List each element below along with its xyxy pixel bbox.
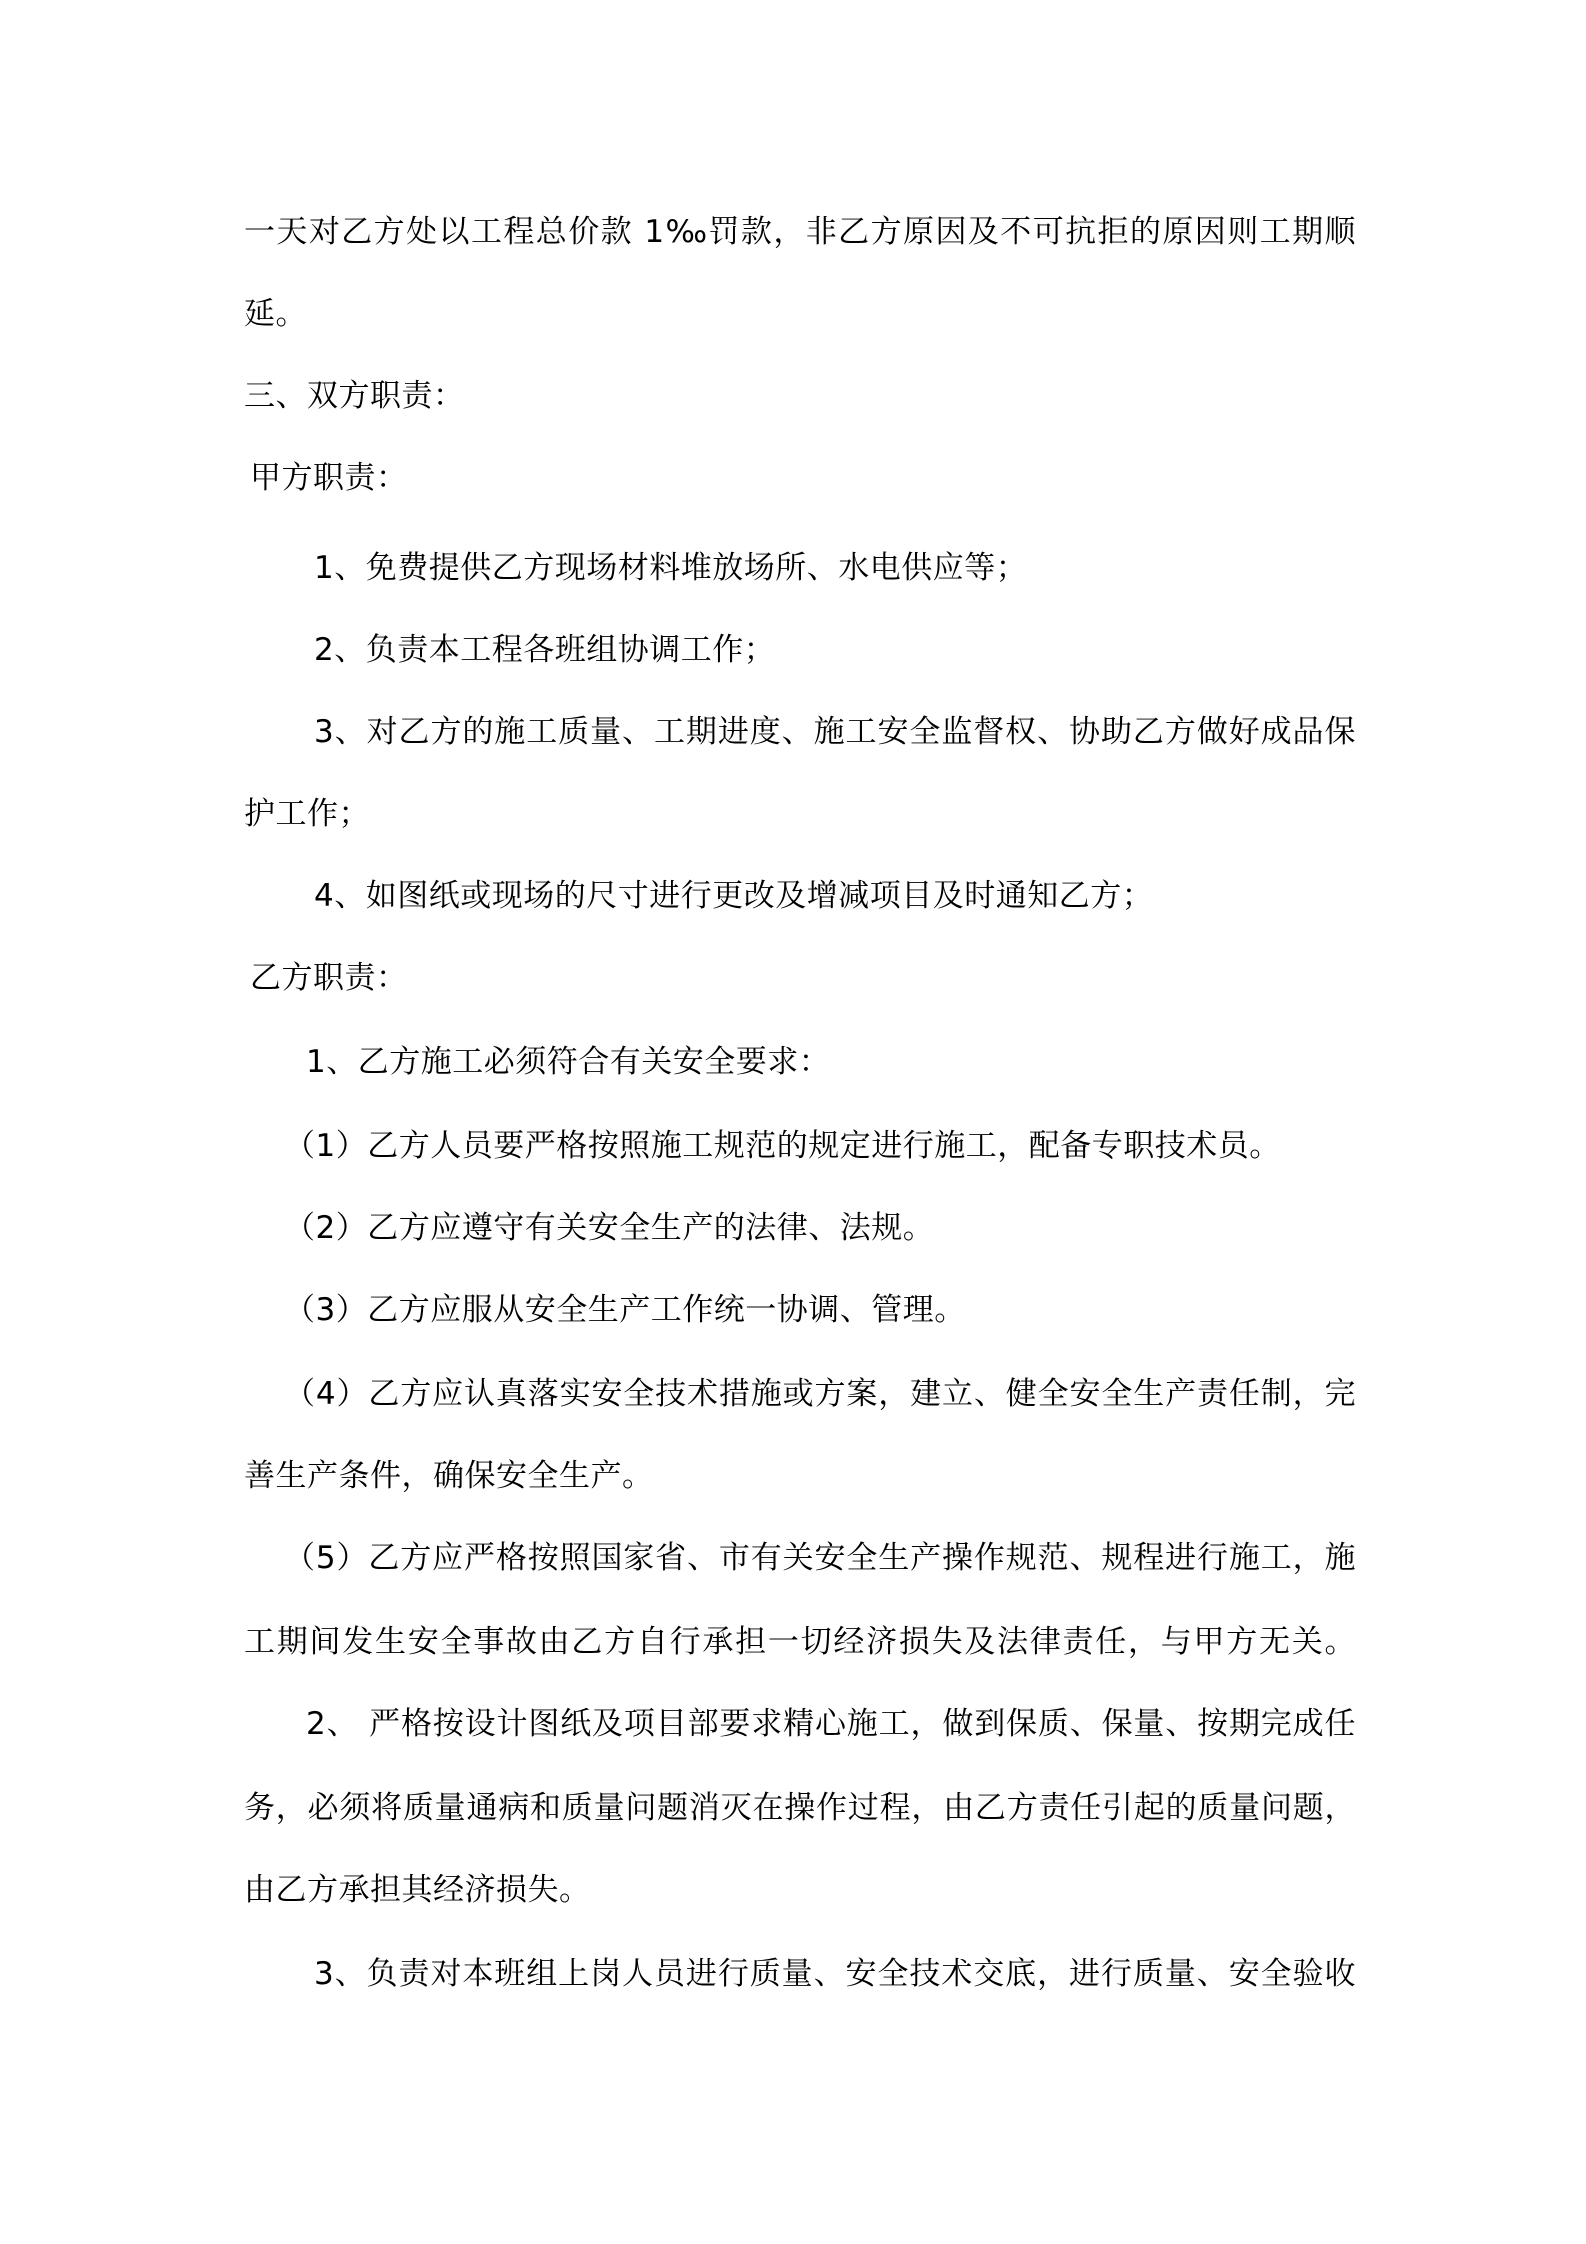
list-item: 2、 严格按设计图纸及项目部要求精心施工，做到保质、保量、按期完成任 [306, 1706, 1356, 1742]
list-item: （2）乙方应遵守有关安全生产的法律、法规。 [284, 1210, 935, 1246]
list-item: 1、乙方施工必须符合有关安全要求： [306, 1044, 831, 1080]
subsection-heading: 乙方职责： [250, 960, 408, 996]
section-heading: 三、双方职责： [244, 378, 465, 414]
text-line: 一天对乙方处以工程总价款 1‰罚款，非乙方原因及不可抗拒的原因则工期顺 [244, 214, 1356, 250]
list-item: 3、负责对本班组上岗人员进行质量、安全技术交底，进行质量、安全验收 [314, 1956, 1356, 1992]
text-line: 务，必须将质量通病和质量问题消灭在操作过程，由乙方责任引起的质量问题， [244, 1790, 1356, 1826]
list-item: 4、如图纸或现场的尺寸进行更改及增减项目及时通知乙方； [314, 878, 1154, 914]
text-line: 护工作； [244, 796, 370, 832]
text-line: 由乙方承担其经济损失。 [244, 1872, 591, 1908]
list-item: （4）乙方应认真落实安全技术措施或方案，建立、健全安全生产责任制，完 [284, 1376, 1356, 1412]
list-item: （3）乙方应服从安全生产工作统一协调、管理。 [284, 1292, 966, 1328]
text-line: 工期间发生安全事故由乙方自行承担一切经济损失及法律责任，与甲方无关。 [244, 1624, 1356, 1660]
list-item: 2、负责本工程各班组协调工作； [314, 632, 776, 668]
list-item: （5）乙方应严格按照国家省、市有关安全生产操作规范、规程进行施工，施 [284, 1540, 1356, 1576]
list-item: （1）乙方人员要严格按照施工规范的规定进行施工，配备专职技术员。 [284, 1128, 1281, 1164]
list-item: 3、对乙方的施工质量、工期进度、施工安全监督权、协助乙方做好成品保 [314, 714, 1356, 750]
text-line: 善生产条件，确保安全生产。 [244, 1458, 654, 1494]
list-item: 1、免费提供乙方现场材料堆放场所、水电供应等； [314, 550, 1028, 586]
subsection-heading: 甲方职责： [250, 460, 408, 496]
text-line: 延。 [244, 296, 307, 332]
